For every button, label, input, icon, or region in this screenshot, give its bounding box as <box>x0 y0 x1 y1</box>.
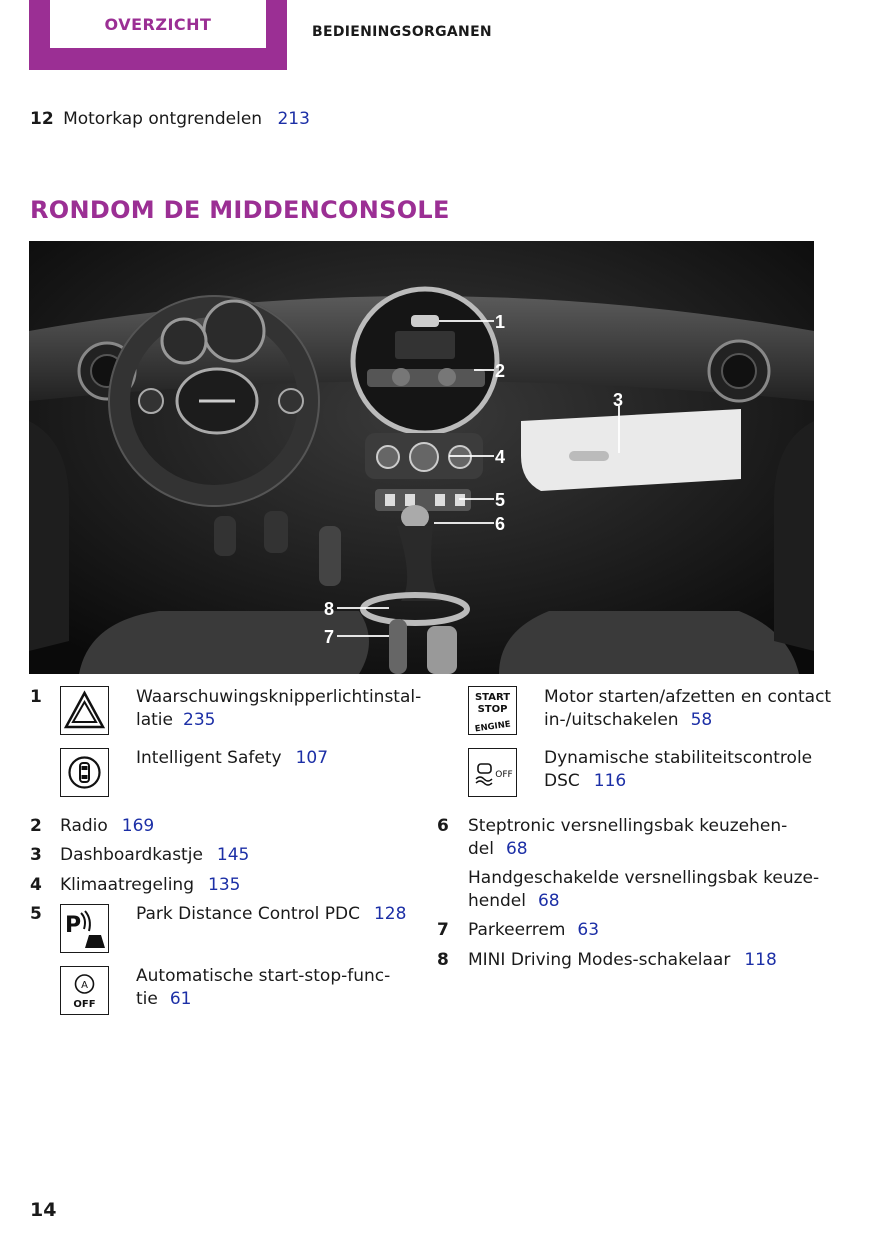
svg-text:P: P <box>65 913 82 938</box>
list-item <box>437 919 599 942</box>
item-number: 8 <box>437 950 449 970</box>
page-link[interactable]: 169 <box>121 816 155 836</box>
header-tab-label[interactable]: OVERZICHT <box>50 0 266 48</box>
item-label: Dynamische stabiliteitscontrole <box>544 748 813 768</box>
item-label: Automatische start-stop-func- <box>136 966 391 986</box>
page-number: 14 <box>30 1199 57 1221</box>
icon-text: OFF <box>73 999 96 1010</box>
item-text <box>136 903 406 926</box>
icon-text: A <box>81 980 88 991</box>
item-label: Dashboardkastje <box>60 845 203 865</box>
dashboard-photo <box>29 241 814 674</box>
start-stop-engine-icon <box>468 686 517 735</box>
callout-label: 6 <box>495 514 506 534</box>
item-label: Waarschuwingsknipperlichtinstal- <box>136 687 422 707</box>
section-label: BEDIENINGSORGANEN <box>312 24 492 40</box>
item-label: Motorkap ontgrendelen <box>63 109 263 129</box>
page-link[interactable]: 58 <box>690 710 713 730</box>
item-label: Handgeschakelde versnellingsbak keuze- <box>468 868 820 888</box>
page-link[interactable]: 61 <box>169 989 192 1009</box>
item-text <box>544 747 812 793</box>
icon-text: STOP <box>477 704 508 715</box>
item-text <box>136 747 328 770</box>
page-link[interactable]: 235 <box>183 710 216 730</box>
page-title: RONDOM DE MIDDENCONSOLE <box>30 196 450 224</box>
item-label: Park Distance Control PDC <box>136 904 360 924</box>
callout-label: 5 <box>495 490 506 510</box>
list-item <box>30 815 154 838</box>
item-text <box>136 686 421 732</box>
page-link[interactable]: 118 <box>744 950 777 970</box>
item-label: Radio <box>60 816 108 836</box>
pdc-icon <box>60 904 109 953</box>
item-number: 12 <box>30 109 54 129</box>
list-item <box>437 949 777 972</box>
item-label: latie <box>136 710 173 730</box>
list-item <box>30 108 310 131</box>
item-number: 7 <box>437 920 449 940</box>
callout-label: 1 <box>495 312 506 332</box>
intelligent-safety-icon <box>60 748 109 797</box>
item-label: del <box>468 839 494 859</box>
dsc-off-icon <box>468 748 517 797</box>
list-item <box>30 844 249 867</box>
item-number: 3 <box>30 845 42 865</box>
item-number: 2 <box>30 816 42 836</box>
item-label: Steptronic versnellingsbak keuzehen- <box>468 816 788 836</box>
item-label: Klimaatregeling <box>60 875 194 895</box>
page-link[interactable]: 68 <box>505 839 528 859</box>
list-item <box>30 874 240 897</box>
page-link[interactable]: 145 <box>216 845 250 865</box>
item-label: DSC <box>544 771 580 791</box>
page-link[interactable]: 63 <box>577 920 600 940</box>
item-text <box>468 867 819 913</box>
callout-label: 2 <box>495 361 506 381</box>
item-number: 4 <box>30 875 42 895</box>
hazard-triangle-icon <box>60 686 109 735</box>
callout-label: 3 <box>613 390 624 410</box>
page-link[interactable]: 135 <box>208 875 241 895</box>
page-link[interactable]: 213 <box>277 109 310 129</box>
item-label: Intelligent Safety <box>136 748 282 768</box>
item-label: Motor starten/afzetten en contact <box>544 687 832 707</box>
item-label: Parkeerrem <box>468 920 566 940</box>
page-link[interactable]: 128 <box>373 904 407 924</box>
callout-label: 4 <box>495 447 506 467</box>
item-label: hendel <box>468 891 526 911</box>
icon-text: OFF <box>495 770 513 780</box>
icon-text: START <box>474 692 511 703</box>
item-number: 5 <box>30 904 42 924</box>
auto-start-stop-off-icon <box>60 966 109 1015</box>
icon-text: ENGINE <box>474 719 512 734</box>
item-number: 6 <box>437 816 449 836</box>
callout-label: 8 <box>324 599 335 619</box>
item-number: 1 <box>30 687 42 707</box>
item-label: tie <box>136 989 158 1009</box>
callout-label: 7 <box>324 627 335 647</box>
item-text <box>136 965 390 1011</box>
item-text <box>544 686 831 732</box>
item-label: MINI Driving Modes-schakelaar <box>468 950 731 970</box>
page-link[interactable]: 107 <box>295 748 329 768</box>
item-text <box>468 815 787 861</box>
page-link[interactable]: 68 <box>537 891 560 911</box>
item-label: in-/uitschakelen <box>544 710 679 730</box>
page-link[interactable]: 116 <box>593 771 627 791</box>
